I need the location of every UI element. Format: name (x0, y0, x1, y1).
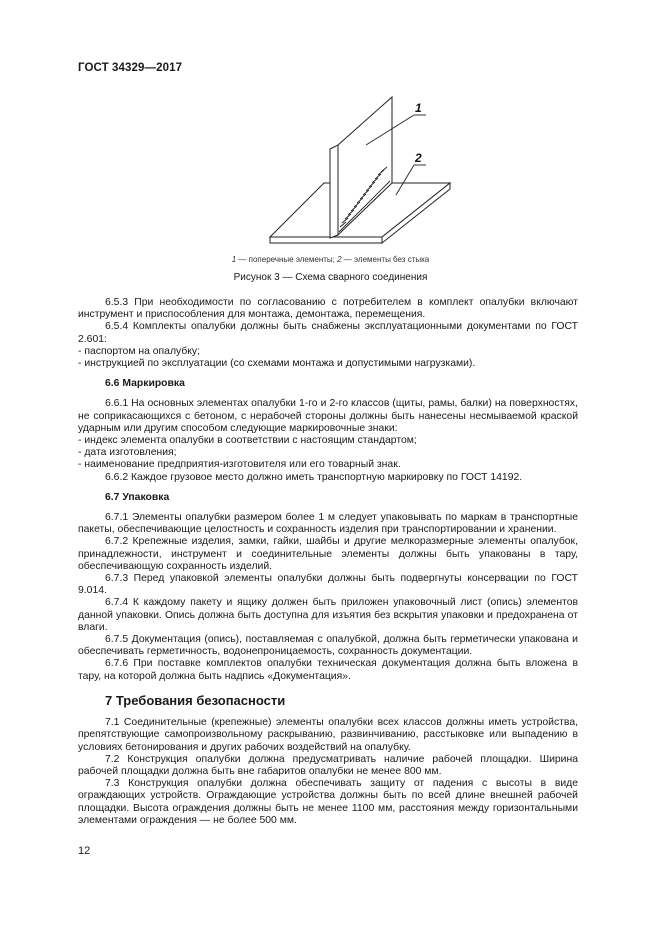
clause-6-7-2: 6.7.2 Крепежные изделия, замки, гайки, шайбы и другие мелкоразмерные элементы опалубок, принадлежности, инструмент и соединительные элементы должны быть упакованы в тару, обеспечивающую сохранность изделий. (78, 536, 578, 572)
clause-6-7-6: 6.7.6 При поставке комплектов опалубки техническая документация должна быть вложена в тару, на которой должна быть надпись «Документация». (78, 658, 578, 682)
figure-caption: Рисунок 3 — Схема сварного соединения (233, 272, 428, 283)
section-heading-7: 7 Требования безопасности (105, 692, 286, 708)
clause-6-5-3: 6.5.3 При необходимости по согласованию с потребителем в комплект опалубки включают инструмент и приспособления для монтажа, демонтажа, перемещения. (78, 297, 578, 321)
section-heading-6-7: 6.7 Упаковка (105, 491, 170, 503)
list-item: - дата изготовления; (78, 447, 177, 459)
list-item: - инструкцией по эксплуатации (со схемами монтажа и допустимыми нагрузками). (78, 358, 476, 370)
list-item: - индекс элемента опалубки в соответствии с настоящим стандартом; (78, 435, 417, 447)
figure-legend (0, 255, 661, 264)
legend-num-2: 2 (337, 255, 342, 264)
clause-6-5-4: 6.5.4 Комплекты опалубки должны быть снабжены эксплуатационными документами по ГОСТ 2.601: (78, 321, 578, 345)
list-item: - наименование предприятия-изготовителя или его товарный знак. (78, 459, 401, 471)
legend-text-2: — элементы без стыка (341, 255, 430, 264)
document-body (78, 297, 578, 827)
clause-6-6-1: 6.6.1 На основных элементах опалубки 1-го и 2-го классов (щиты, рамы, балки) на поверхностях, не соприкасающихся с бетоном, с нерабочей стороны должны быть нанесены несмываемой краской ударным или другим способом следующие маркировочные знаки: (78, 398, 578, 434)
callout-1: 1 (415, 101, 422, 115)
legend-num-1: 1 (231, 255, 237, 264)
list-item: - паспортом на опалубку; (78, 345, 201, 357)
clause-6-7-5: 6.7.5 Документация (опись), поставляемая с опалубкой, должна быть герметически упакована и обеспечивать герметичность, водонепроницаемость, сохранность документации. (78, 634, 578, 658)
section-heading-6-6: 6.6 Маркировка (105, 378, 185, 390)
clause-7-3: 7.3 Конструкция опалубки должна обеспечивать защиту от падения с высоты в виде ограждающих устройств. Ограждающие устройства должны быть по всей длине внешней рабочей площадки. Высота ограждения должны быть не менее 1100 мм, расстояния между горизонтальными элементами ограждения — не более 500 мм. (78, 778, 578, 826)
clause-6-7-3: 6.7.3 Перед упаковкой элементы опалубки должны быть подвергнуты консервации по ГОСТ 9.014. (78, 573, 578, 597)
base-plate-edge (270, 237, 382, 243)
clause-6-7-1: 6.7.1 Элементы опалубки размером более 1 м следует упаковывать по маркам в транспортные пакеты, обеспечивающие целостность и сохранность изделия при транспортировании и хранении. (78, 512, 578, 536)
clause-7-2: 7.2 Конструкция опалубки должна предусматривать наличие рабочей площадки. Ширина рабочей площадки должна быть вне габаритов опалубки не менее 800 мм. (78, 753, 578, 777)
page-number: 12 (78, 845, 91, 857)
document-code: ГОСТ 34329—2017 (78, 62, 183, 74)
vertical-plate-edge (330, 145, 338, 238)
legend-text-1: — поперечные элементы; (236, 255, 338, 264)
callout-2: 2 (415, 151, 422, 165)
weld-joint-diagram (262, 95, 462, 250)
clause-6-6-2: 6.6.2 Каждое грузовое место должно иметь транспортную маркировку по ГОСТ 14192. (105, 471, 523, 483)
clause-7-1: 7.1 Соединительные (крепежные) элементы опалубки всех классов должны иметь устройства, препятствующие самопроизвольному раскрыванию, развинчиванию, расстыковке или выпадению в условиях бетонирования и других рабочих воздействий на опалубку. (78, 717, 578, 753)
clause-6-7-4: 6.7.4 К каждому пакету и ящику должен быть приложен упаковочный лист (опись) элементов данной упаковки. Опись должна быть доступна для изъятия без вскрытия упаковки и предохранена от влаги. (78, 597, 578, 633)
